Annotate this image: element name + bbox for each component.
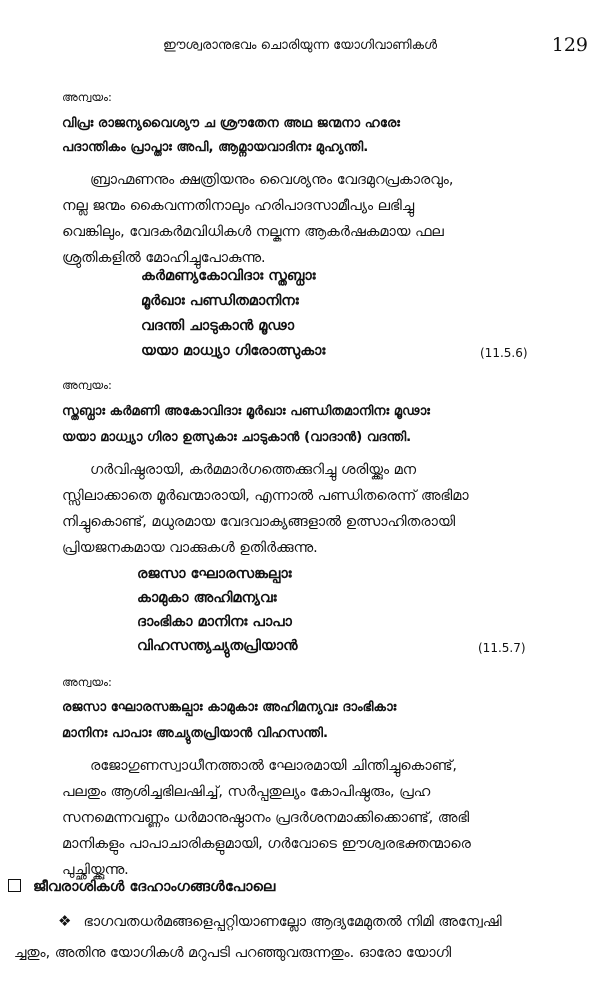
- paragraph-2: [62, 457, 590, 561]
- anvayam-label-1: അന്വയം:: [62, 90, 112, 104]
- verse-2-line: കാമുകാ അഹിമന്യവഃ: [137, 590, 277, 606]
- paragraph-1-line: വെങ്കിലും, വേദകർമവിധികൾ നല്കുന്ന ആകർഷകമായ ഫല: [62, 224, 444, 240]
- verse-2-line: വിഹസന്ത്യച്യുതപ്രിയാൻ: [137, 638, 298, 654]
- paragraph-3-line: പലതും ആശിച്ചഭിലഷിച്ച്, സർപ്പതുല്യം കോപിഷ്ഠരും, പ്രഹ: [62, 784, 431, 800]
- anvayam-3-line-1: രജസാ ഘോരസങ്കല്പാഃ കാമുകാഃ അഹിമന്യവഃ ദാംഭികാഃ: [62, 700, 397, 715]
- anvayam-label-3: അന്വയം:: [62, 675, 112, 689]
- anvayam-label-2: അന്വയം:: [62, 378, 112, 392]
- paragraph-3-line: രജോഗുണസ്വാധീനത്താൽ ഘോരമായി ചിന്തിച്ചുകൊണ്ട്,: [90, 758, 457, 774]
- verse-1-line: യയാ മാധ്വ്യാ ഗിരോത്സുകാഃ: [141, 343, 326, 359]
- section-heading: [8, 878, 275, 895]
- checkbox-square-icon: [8, 879, 21, 892]
- verse-2-line: ദാംഭികാ മാനിനഃ പാപാ: [137, 614, 292, 630]
- paragraph-3-line: പുച്ഛിയ്ക്കുന്നു.: [62, 862, 129, 878]
- verse-1-line: വദന്തി ചാടുകാൻ മൂഢാ: [141, 318, 295, 334]
- closing-paragraph-line: ഭാഗവതധർമങ്ങളെപ്പറ്റിയാണല്ലോ ആദ്യമേമുതൽ നിമി അന്വേഷി: [83, 914, 502, 930]
- verse-2-number: (11.5.7): [478, 641, 526, 655]
- closing-paragraph-line: ച്ചതും, അതിനു യോഗികൾ മറുപടി പറഞ്ഞുവരുന്നതും. ഓരോ യോഗി: [14, 945, 452, 961]
- anvayam-1-line-2: പദാന്തികം പ്രാപ്താഃ അപി, ആമ്നായവാദിനഃ മുഹ്യന്തി.: [62, 140, 369, 155]
- verse-1-number: (11.5.6): [480, 346, 528, 360]
- page-number: 129: [551, 34, 588, 56]
- paragraph-2-line: പ്രിയജനകമായ വാക്കുകൾ ഉതിർക്കുന്നു.: [62, 540, 318, 556]
- running-title: ഈശ്വരാനുഭവം ചൊരിയുന്ന യോഗിവാണികൾ: [162, 38, 438, 53]
- diamond-bullet-icon: ❖: [58, 912, 72, 930]
- verse-1-line: മൂർഖാഃ പണ്ഡിതമാനിനഃ: [141, 293, 299, 309]
- closing-paragraph: [14, 906, 590, 969]
- paragraph-1: [62, 167, 590, 271]
- paragraph-3: [62, 753, 590, 883]
- paragraph-2-line: ഗർവിഷ്ഠരായി, കർമമാർഗത്തെക്കുറിച്ചു ശരിയ്ക്കും മന: [90, 462, 416, 478]
- anvayam-2-line-1: സ്തബ്ധാഃ കർമണി അകോവിദാഃ മൂർഖാഃ പണ്ഡിതമാനിനഃ മൂഢാഃ: [62, 404, 430, 419]
- running-header: [0, 34, 600, 60]
- paragraph-2-line: സ്സിലാക്കാതെ മൂർഖന്മാരായി, എന്നാൽ പണ്ഡിതരെന്ന് അഭിമാ: [62, 488, 469, 504]
- paragraph-3-line: സനമെന്നവണ്ണം ധർമാനുഷ്ഠാനം പ്രദർശനമാക്കിക്കൊണ്ട്, അഭി: [62, 810, 470, 826]
- verse-2-line: രജസാ ഘോരസങ്കല്പാഃ: [137, 566, 292, 582]
- section-heading-text: ജീവരാശികൾ ദേഹാംഗങ്ങൾപോലെ: [33, 878, 276, 895]
- paragraph-1-line: നല്ല ജന്മം കൈവന്നതിനാലും ഹരിപാദസാമീപ്യം ലഭിച്ചു: [62, 198, 415, 214]
- paragraph-1-line: ബ്രാഹ്മണനും ക്ഷത്രിയനും വൈശ്യനും വേദമുറപ്രകാരവും,: [90, 172, 454, 188]
- anvayam-1-line-1: വിപ്രഃ രാജന്യവൈശ്യൗ ച ശ്രൗതേന അഥ ജന്മനാ ഹരേഃ: [62, 116, 401, 131]
- paragraph-2-line: നിച്ചുകൊണ്ട്, മധുരമായ വേദവാക്യങ്ങളാൽ ഉത്സാഹിതരായി: [62, 514, 456, 530]
- anvayam-2-line-2: യയാ മാധ്വ്യാ ഗിരാ ഉത്സുകാഃ ചാടുകാൻ (വാദാൻ) വദന്തി.: [62, 430, 412, 445]
- paragraph-1-line: ശ്രുതികളിൽ മോഹിച്ചുപോകുന്നു.: [62, 250, 266, 266]
- paragraph-3-line: മാനികളും പാപാചാരികളുമായി, ഗർവോടെ ഈശ്വരഭക്തന്മാരെ: [62, 836, 471, 852]
- anvayam-3-line-2: മാനിനഃ പാപാഃ അച്യുതപ്രിയാൻ വിഹസന്തി.: [62, 726, 328, 741]
- verse-1-line: കർമണ്യകോവിദാഃ സ്തബ്ധാഃ: [141, 268, 316, 284]
